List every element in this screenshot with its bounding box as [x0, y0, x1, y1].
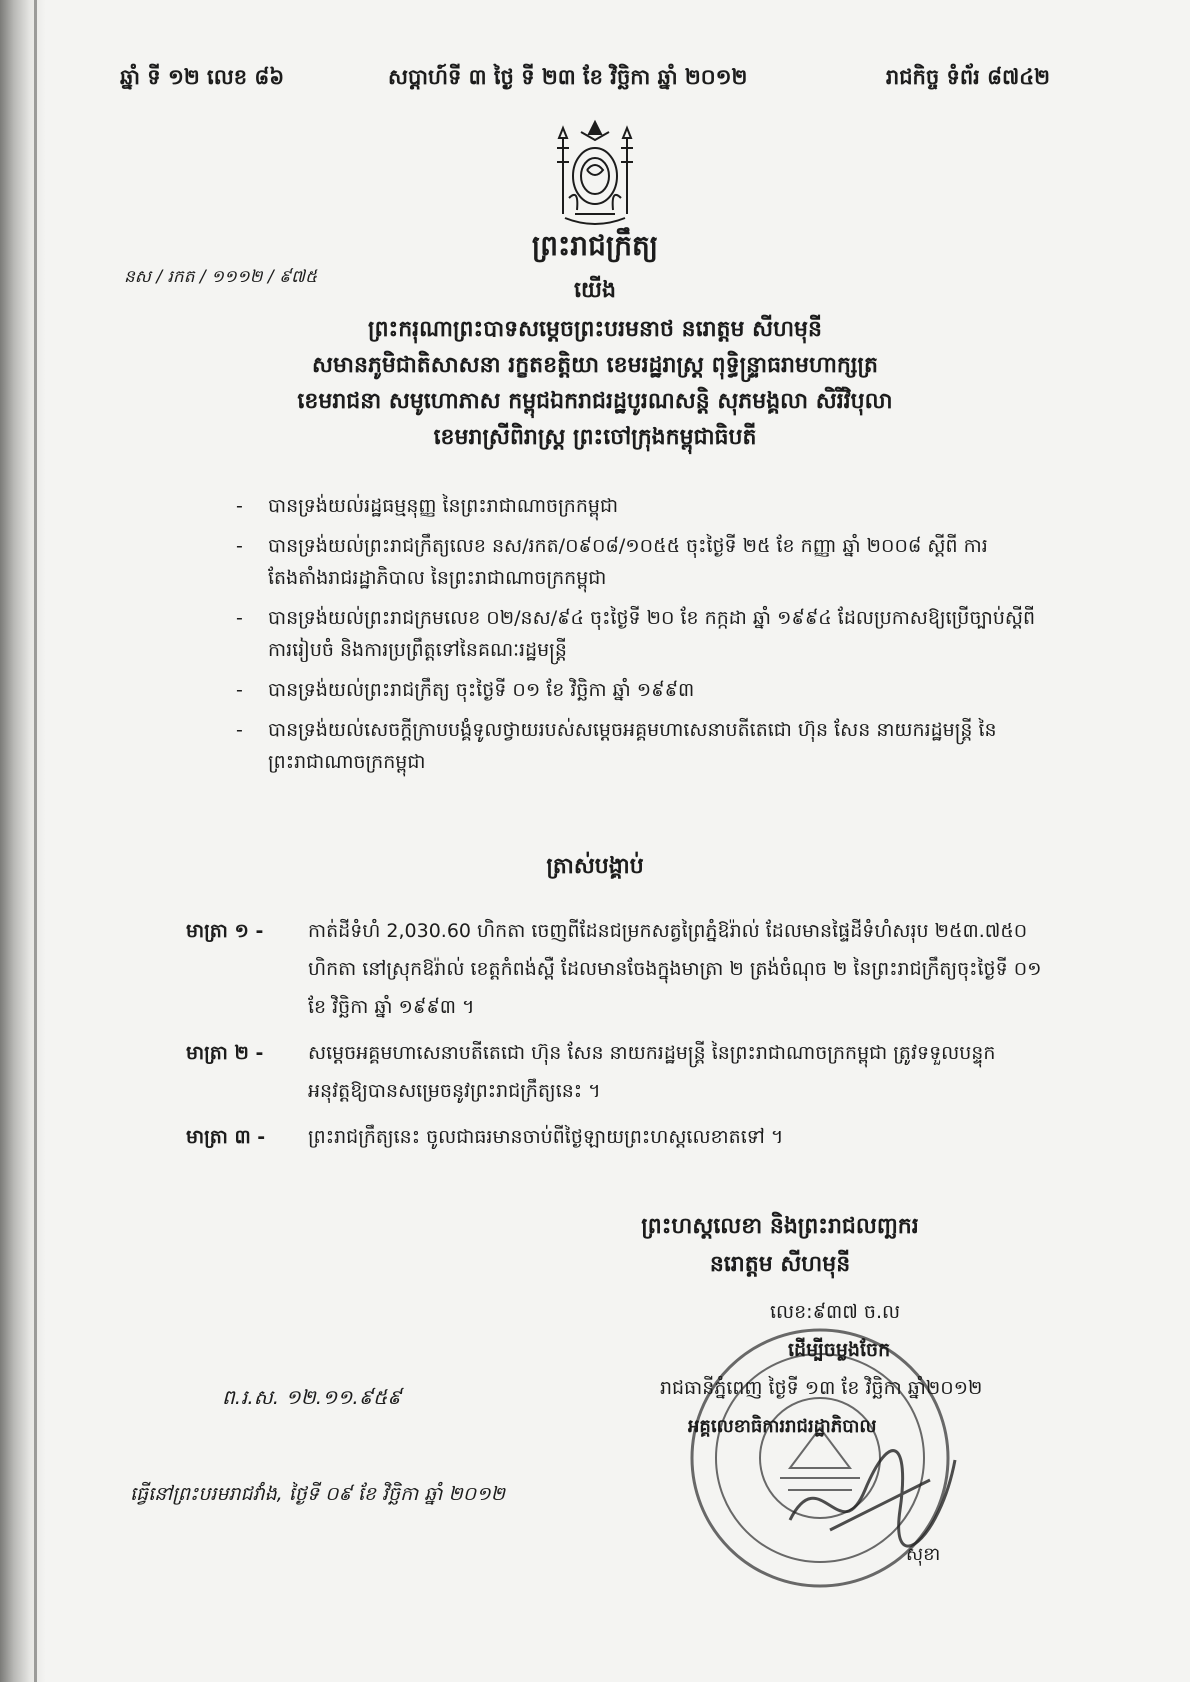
handwritten-note: ព.រ.ស. ១២.១១.៩៥៩ — [222, 1385, 402, 1409]
recital-item: - បានទ្រង់យល់សេចក្តីក្រាបបង្គំទូលថ្វាយរបស់សម្តេចអគ្គមហាសេនាបតីតេជោ ហ៊ុន សែន នាយករដ្ឋមន្ត្រី នៃព្រះរាជាណាចក្រកម្ពុជា — [236, 719, 997, 773]
gazette-header — [120, 64, 1050, 98]
recital-item: - បានទ្រង់យល់រដ្ឋធម្មនុញ្ញ នៃព្រះរាជាណាចក្រកម្ពុជា — [236, 495, 619, 517]
recital-text: បានទ្រង់យល់ព្រះរាជក្រឹត្យ ចុះថ្ងៃទី ០១ ខែ វិច្ឆិកា ឆ្នាំ ១៩៩៣ — [268, 679, 695, 701]
header-issue: ឆ្នាំ ទី ១២ លេខ ៨៦ — [120, 65, 285, 89]
royal-title-line: ព្រះករុណាព្រះបាទសម្តេចព្រះបរមនាថ នរោត្តម សីហមុនី — [368, 317, 822, 342]
article-3 — [186, 1118, 1046, 1156]
article-1 — [186, 912, 1046, 1026]
article-text: សម្តេចអគ្គមហាសេនាបតីតេជោ ហ៊ុន សែន នាយករដ្ឋមន្ត្រី នៃព្រះរាជាណាចក្រកម្ពុជា ត្រូវទទួលបន្ទុកអនុវត្តឱ្យបានសម្រេចនូវព្រះរាជក្រឹត្យនេះ ។ — [308, 1042, 996, 1102]
header-page: រាជកិច្ច ទំព័រ ៨៧៤២ — [885, 65, 1050, 89]
royal-title-line: ខេមរាស្រីពិរាស្ត្រ ព្រះចៅក្រុងកម្ពុជាធិបតី — [433, 425, 757, 450]
recital-item: - បានទ្រង់យល់ព្រះរាជក្រឹត្យ ចុះថ្ងៃទី ០១ ខែ វិច្ឆិកា ឆ្នាំ ១៩៩៣ — [236, 679, 695, 701]
article-label: មាត្រា ២ - — [186, 1042, 264, 1064]
king-name: នរោត្តម សីហមុនី — [709, 1252, 851, 1277]
article-text: ព្រះរាជក្រឹត្យនេះ ចូលជាធរមានចាប់ពីថ្ងៃឡាយព្រះហស្តលេខាតទៅ ។ — [308, 1126, 784, 1148]
signature-scribble — [770, 1420, 970, 1560]
signer-name: សុខា — [906, 1544, 941, 1565]
article-text: កាត់ដីទំហំ 2,030.60 ហិកតា ចេញពីដែនជម្រកសត្វព្រៃភ្នំឱរ៉ាល់ ដែលមានផ្ទៃដីទំហំសរុប ២៥៣.៧៥០ ហិកតា នៅស្រុកឱរ៉ាល់ ខេត្តកំពង់ស្ពឺ ដែលមានចែងក្នុងមាត្រា ២ ត្រង់ចំណុច ២ នៃព្រះរាជក្រឹត្យចុះថ្ងៃទី ០១ ខែ វិច្ឆិកា ឆ្នាំ ១៩៩៣ ។ — [308, 920, 1042, 1018]
decree-title: ព្រះរាជក្រឹត្យ — [531, 229, 659, 262]
copy-authority: អគ្គលេខាធិការរាជរដ្ឋាភិបាល — [688, 1416, 877, 1437]
articles-list — [186, 912, 1046, 1164]
recital-text: បានទ្រង់យល់សេចក្តីក្រាបបង្គំទូលថ្វាយរបស់សម្តេចអគ្គមហាសេនាបតីតេជោ ហ៊ុន សែន នាយករដ្ឋមន្ត្រី នៃព្រះរាជាណាចក្រកម្ពុជា — [268, 719, 997, 773]
signature-caption: ព្រះហស្តលេខា និងព្រះរាជលញ្ឆករ — [641, 1214, 919, 1239]
reference-number: នស / រកត / ១១១២ / ៩៧៥ — [124, 267, 318, 287]
copy-number: លេខ:៩៣៧ ច.ល — [770, 1301, 901, 1323]
royal-signature-block — [560, 1208, 1000, 1284]
royal-coat-of-arms-icon — [545, 118, 645, 233]
recital-text: បានទ្រង់យល់រដ្ឋធម្មនុញ្ញ នៃព្រះរាជាណាចក្រកម្ពុជា — [268, 495, 619, 517]
royal-title-line: សមានភូមិជាតិសាសនា រក្ខតខត្តិយា ខេមរដ្ឋរាស្ត្រ ពុទ្ធិន្ទ្រាធរាមហាក្សត្រ — [312, 353, 878, 378]
article-label: មាត្រា ១ - — [186, 920, 264, 942]
copy-label: ដើម្បីចម្លងចែក — [788, 1339, 891, 1361]
made-at-line: ធ្វើនៅព្រះបរមរាជវាំង, ថ្ងៃទី ០៩ ខែ វិច្ឆិកា ឆ្នាំ ២០១២ — [130, 1483, 505, 1505]
royal-title — [200, 312, 990, 456]
copy-place-date: រាជធានីភ្នំពេញ ថ្ងៃទី ១៣ ខែ វិច្ឆិកា ឆ្នាំ២០១២ — [660, 1377, 983, 1399]
recitals-list — [236, 490, 1036, 786]
recital-item: - បានទ្រង់យល់ព្រះរាជក្រមលេខ ០២/នស/៩៤ ចុះថ្ងៃទី ២០ ខែ កក្កដា ឆ្នាំ ១៩៩៤ ដែលប្រកាសឱ្យប្រើច្បាប់ស្តីពីការរៀបចំ និងការប្រព្រឹត្តទៅនៃគណៈរដ្ឋមន្ត្រី — [236, 607, 1036, 661]
header-date: សប្តាហ៍ទី ៣ ថ្ងៃ ទី ២៣ ខែ វិច្ឆិកា ឆ្នាំ ២០១២ — [388, 65, 748, 89]
recital-text: បានទ្រង់យល់ព្រះរាជក្រមលេខ ០២/នស/៩៤ ចុះថ្ងៃទី ២០ ខែ កក្កដា ឆ្នាំ ១៩៩៤ ដែលប្រកាសឱ្យប្រើច្បាប់ស្តីពីការរៀបចំ និងការប្រព្រឹត្តទៅនៃគណៈរដ្ឋមន្ត្រី — [268, 607, 1036, 661]
royal-title-line: ខេមរាជនា សមូហោភាស កម្ពុជឯករាជរដ្ឋបូរណសន្តិ សុភមង្គលា សិរីវិបុលា — [297, 389, 893, 414]
article-label: មាត្រា ៣ - — [186, 1126, 266, 1148]
we-heading: យើង — [574, 278, 616, 303]
recital-item: - បានទ្រង់យល់ព្រះរាជក្រឹត្យលេខ នស/រកត/០៩០៨/១០៥៥ ចុះថ្ងៃទី ២៥ ខែ កញ្ញា ឆ្នាំ ២០០៨ ស្តីពី ការតែងតាំងរាជរដ្ឋាភិបាល នៃព្រះរាជាណាចក្រកម្ពុជា — [236, 535, 988, 589]
article-2 — [186, 1034, 1046, 1110]
order-heading: ត្រាស់បង្គាប់ — [546, 854, 644, 879]
recital-text: បានទ្រង់យល់ព្រះរាជក្រឹត្យលេខ នស/រកត/០៩០៨/១០៥៥ ចុះថ្ងៃទី ២៥ ខែ កញ្ញា ឆ្នាំ ២០០៨ ស្តីពី ការតែងតាំងរាជរដ្ឋាភិបាល នៃព្រះរាជាណាចក្រកម្ពុជា — [268, 535, 988, 589]
